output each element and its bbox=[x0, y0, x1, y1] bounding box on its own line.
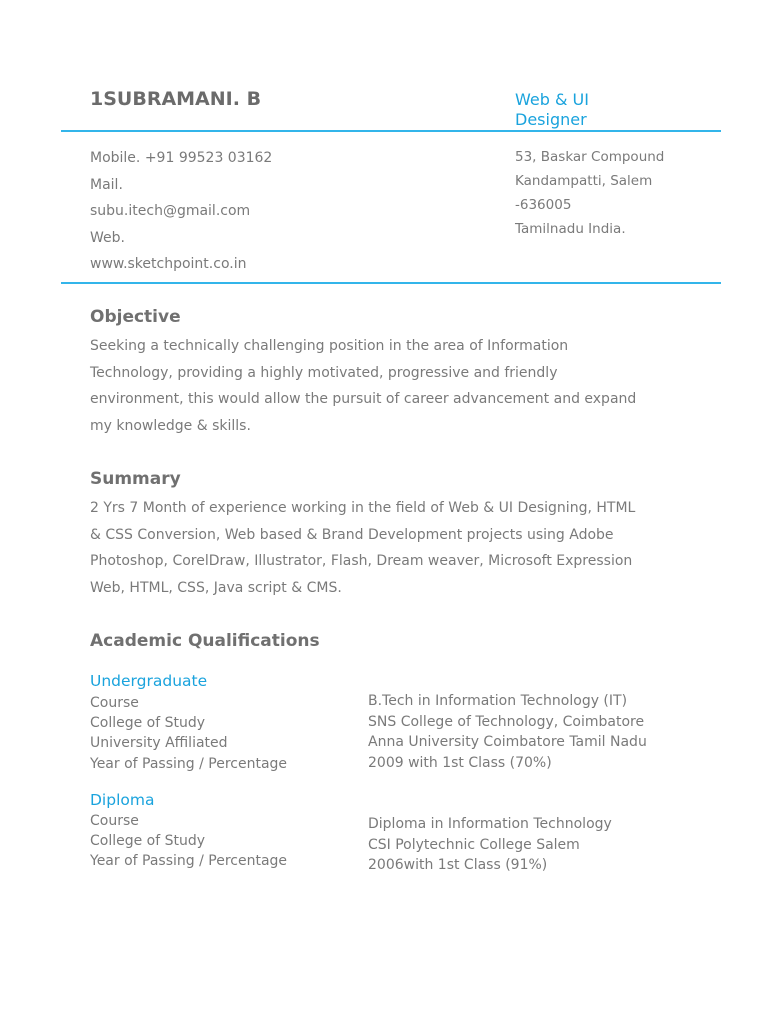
summary-line-3: Photoshop, CorelDraw, Illustrator, Flash, Dream weaver, Microsoft Expression bbox=[90, 553, 633, 569]
ug-label-university: University Affiliated bbox=[90, 735, 228, 752]
mobile-number: Mobile. +91 99523 03162 bbox=[90, 150, 273, 166]
objective-text bbox=[90, 333, 680, 439]
ug-label-course: Course bbox=[90, 695, 139, 711]
address-line-1: 53, Baskar Compound bbox=[515, 149, 665, 165]
job-title bbox=[515, 90, 589, 130]
dip-value-college: CSI Polytechnic College Salem bbox=[368, 836, 580, 853]
summary-line-2: & CSS Conversion, Web based & Brand Development projects using Adobe bbox=[90, 526, 614, 543]
candidate-name: 1SUBRAMANI. B bbox=[90, 88, 262, 110]
address-line-2: Kandampatti, Salem bbox=[515, 173, 653, 189]
address-block bbox=[515, 145, 664, 241]
mail-label: Mail. bbox=[90, 176, 123, 193]
undergraduate-heading: Undergraduate bbox=[90, 672, 208, 690]
dip-label-year: Year of Passing / Percentage bbox=[90, 853, 288, 870]
objective-line-1: Seeking a technically challenging position in the area of Information bbox=[90, 338, 569, 354]
dip-value-course: Diploma in Information Technology bbox=[368, 816, 612, 832]
dip-value-year: 2006with 1st Class (91%) bbox=[368, 857, 548, 873]
objective-line-4: my knowledge & skills. bbox=[90, 417, 251, 434]
undergraduate-labels bbox=[90, 693, 287, 774]
dip-label-course: Course bbox=[90, 813, 139, 829]
website-link[interactable]: www.sketchpoint.co.in bbox=[90, 256, 247, 272]
objective-heading: Objective bbox=[90, 307, 181, 327]
address-line-3: -636005 bbox=[515, 197, 572, 213]
summary-text bbox=[90, 495, 680, 601]
academic-heading: Academic Qualifications bbox=[90, 631, 320, 651]
ug-value-course: B.Tech in Information Technology (IT) bbox=[368, 693, 628, 709]
contact-block bbox=[90, 145, 272, 278]
undergraduate-values bbox=[368, 691, 647, 773]
email-address[interactable]: subu.itech@gmail.com bbox=[90, 203, 251, 219]
job-title-line-1: Web & UI bbox=[515, 90, 589, 109]
objective-line-2: Technology, providing a highly motivated, progressive and friendly bbox=[90, 364, 558, 381]
header-divider bbox=[61, 130, 721, 132]
summary-line-1: 2 Yrs 7 Month of experience working in the field of Web & UI Designing, HTML bbox=[90, 500, 636, 516]
ug-label-year: Year of Passing / Percentage bbox=[90, 755, 288, 772]
summary-line-4: Web, HTML, CSS, Java script & CMS. bbox=[90, 579, 342, 596]
contact-divider bbox=[61, 282, 721, 284]
diploma-values bbox=[368, 814, 612, 876]
job-title-line-2: Designer bbox=[515, 110, 587, 129]
summary-heading: Summary bbox=[90, 469, 181, 489]
objective-line-3: environment, this would allow the pursuit of career advancement and expand bbox=[90, 391, 637, 407]
ug-value-university: Anna University Coimbatore Tamil Nadu bbox=[368, 734, 647, 750]
diploma-labels bbox=[90, 811, 287, 872]
ug-value-year: 2009 with 1st Class (70%) bbox=[368, 754, 552, 771]
diploma-heading: Diploma bbox=[90, 791, 155, 809]
address-line-4: Tamilnadu India. bbox=[515, 221, 626, 237]
web-label: Web. bbox=[90, 229, 125, 246]
ug-value-college: SNS College of Technology, Coimbatore bbox=[368, 713, 645, 730]
dip-label-college: College of Study bbox=[90, 833, 206, 850]
ug-label-college: College of Study bbox=[90, 715, 206, 732]
